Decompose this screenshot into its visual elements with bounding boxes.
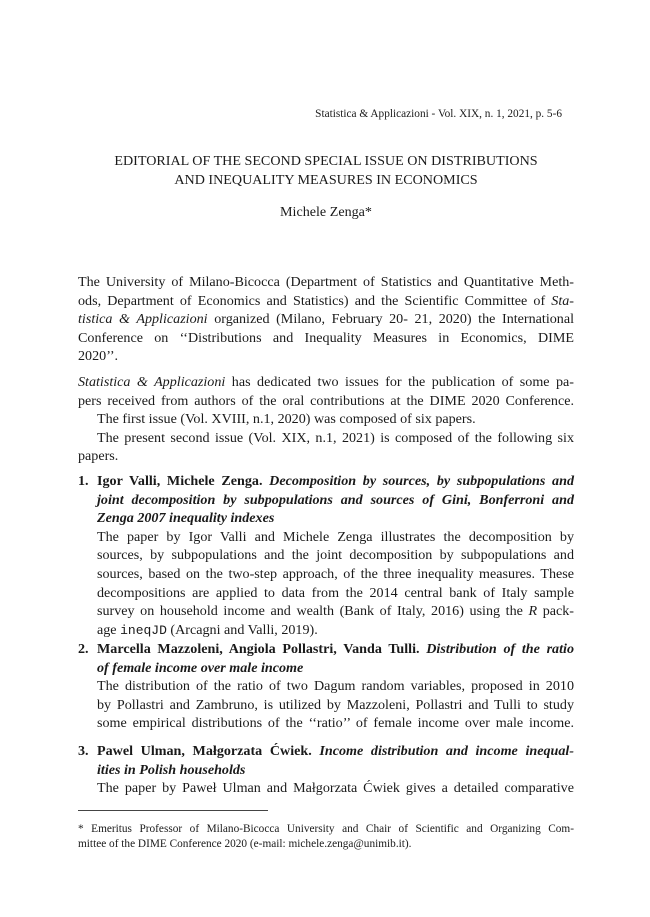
journal-name: Sta- (551, 292, 574, 309)
dedication-line: The present second issue (Vol. XIX, n.1, 2021) is composed of the following six (97, 429, 574, 446)
paper-title: joint decomposition by subpopulations and sources of Gini, Bonferroni and (97, 491, 574, 508)
paper-heading-line (97, 472, 574, 491)
package-name: ineqJD (120, 622, 167, 638)
paper-heading-line (97, 640, 574, 659)
description-text: age (97, 621, 121, 638)
paper-title: ities in Polish households (97, 761, 246, 778)
list-number: 2. (78, 641, 89, 657)
dedication-line (78, 373, 574, 392)
footnote-line: * Emeritus Professor of Milano-Bicocca University and Chair of Scientific and Organizing Com- (78, 823, 574, 835)
footnote (78, 822, 574, 852)
paper-entry (97, 742, 574, 798)
intro-text: ods, Department of Economics and Statistics) and the Scientific Committee of (78, 292, 552, 309)
intro-line: The University of Milano-Bicocca (Department of Statistics and Quantitative Meth- (78, 274, 574, 290)
paper-authors: Marcella Mazzoleni, Angiola Pollastri, Vanda Tulli. (97, 641, 420, 657)
dedication-text: has dedicated two issues for the publication of some pa- (225, 374, 574, 390)
paper-list-item (78, 640, 574, 733)
paper-title: Income distribution and income inequal- (319, 743, 574, 759)
paper-description: sources, by subpopulations and the joint decomposition by subpopulations and (97, 547, 574, 564)
paper-description (97, 602, 574, 621)
title-line-2: AND INEQUALITY MEASURES IN ECONOMICS (174, 172, 478, 188)
article-title (78, 152, 574, 190)
paper-authors: Pawel Ulman, Małgorzata Ćwiek. (97, 743, 312, 759)
footnote-line: mittee of the DIME Conference 2020 (e-mail: michele.zenga@unimib.it). (78, 838, 412, 851)
intro-paragraph (78, 273, 574, 366)
paper-description: decompositions are applied to data from the 2014 central bank of Italy sample (97, 584, 574, 601)
author-name: Michele Zenga* (280, 204, 372, 220)
dedication-line: pers received from authors of the oral contributions at the DIME 2020 Conference. (78, 392, 574, 409)
intro-line: Conference on ‘‘Distributions and Inequality Measures in Economics, DIME (78, 329, 574, 346)
paper-title: Zenga 2007 inequality indexes (97, 510, 275, 527)
paper-authors: Igor Valli, Michele Zenga. (97, 473, 263, 489)
paper-title: Distribution of the ratio (426, 641, 574, 657)
paper-description: The distribution of the ratio of two Dagum random variables, proposed in 2010 (97, 678, 574, 695)
intro-line (78, 310, 574, 329)
paper-description: some empirical distributions of the ‘‘ratio’’ of female income over male income. (97, 715, 574, 732)
dedication-line: The first issue (Vol. XVIII, n.1, 2020) was composed of six papers. (97, 411, 476, 428)
paper-description: The paper by Paweł Ulman and Małgorzata Ćwiek gives a detailed comparative (97, 780, 574, 797)
dedication-paragraph (78, 373, 574, 466)
paper-entry (97, 640, 574, 733)
list-number: 1. (78, 473, 89, 489)
footnote-divider (78, 810, 268, 811)
journal-name: tistica & Applicazioni (78, 311, 208, 328)
list-number: 3. (78, 743, 89, 759)
description-text: pack- (537, 603, 574, 620)
intro-line: 2020’’. (78, 348, 119, 365)
paper-entry (97, 472, 574, 640)
running-head: Statistica & Applicazioni - Vol. XIX, n. 1, 2021, p. 5-6 (315, 108, 562, 120)
paper-description: The paper by Igor Valli and Michele Zenga illustrates the decomposition by (97, 528, 574, 545)
software-name: R (528, 603, 538, 620)
title-line-1: EDITORIAL OF THE SECOND SPECIAL ISSUE ON DISTRIBUTIONS (114, 153, 538, 169)
dedication-line: papers. (78, 448, 119, 465)
paper-heading-line (97, 742, 574, 761)
intro-line (78, 292, 574, 311)
paper-description: by Pollastri and Zambruno, is utilized by Mazzoleni, Pollastri and Tulli to study (97, 696, 574, 713)
paper-title: of female income over male income (97, 659, 304, 676)
paper-title: Decomposition by sources, by subpopulations and (269, 473, 574, 489)
paper-list-item (78, 742, 574, 798)
description-text: (Arcagni and Valli, 2019). (166, 621, 318, 638)
journal-name: Statistica & Applicazioni (78, 374, 226, 390)
paper-description (97, 621, 574, 641)
paper-list-item (78, 472, 574, 640)
paper-description: sources, based on the two-step approach, of the three inequality measures. These (97, 565, 574, 582)
intro-text: organized (Milano, February 20- 21, 2020) the International (207, 311, 575, 328)
description-text: survey on household income and wealth (Bank of Italy, 2016) using the (97, 603, 529, 620)
